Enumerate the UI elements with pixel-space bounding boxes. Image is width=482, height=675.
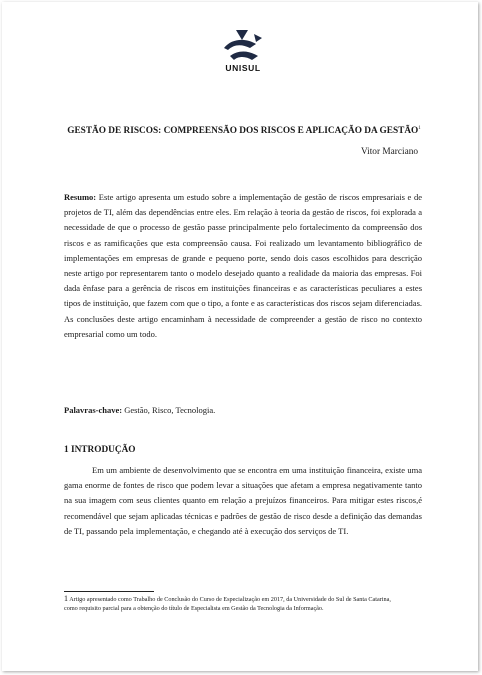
keywords-label: Palavras-chave:	[64, 405, 123, 415]
footnote	[64, 595, 394, 613]
footnote-divider	[64, 591, 154, 592]
footnote-number: 1	[64, 594, 68, 603]
keywords	[64, 403, 422, 418]
abstract-text: Este artigo apresenta um estudo sobre a implementação de gestão de riscos empresariais e de projetos de TI, além das dependências entre eles. Em relação à teoria da gestão de riscos, foi explorada a necessidade de que o processo de gestão passe principalmente pelo fortalecimento da compreensão dos riscos e as ramificações que esta compreensão causa. Foi realizado um levantamento bibliográfico de implementações em empresas de grande e pequeno porte, sendo dois casos escolhidos para descrição neste artigo por representarem tanto o modelo desejado quanto a realidade da maioria das empresas. Foi dada ênfase para a gerência de riscos em instituições financeiras e as características peculiares a estes tipos de instituição, que fazem com que o tipo, a fonte e as características dos riscos sejam diferenciadas. As conclusões deste artigo encaminham à necessidade de compreender a gestão de risco no contexto empresarial como um todo.	[64, 192, 422, 339]
section-heading: 1 INTRODUÇÃO	[64, 445, 136, 455]
title-footnote-mark: 1	[418, 126, 421, 131]
footnote-text: Artigo apresentado como Trabalho de Conclusão do Curso de Especialização em 2017, da Universidade do Sul de Santa Catarina, como requisito parcial para a obtenção do título de Especialista em Gestão da Tecnologia da Informação.	[64, 596, 391, 612]
paper-title-text: GESTÃO DE RISCOS: COMPREENSÃO DOS RISCOS E APLICAÇÃO DA GESTÃO	[67, 126, 419, 137]
abstract-label: Resumo:	[64, 192, 97, 202]
document-page	[2, 2, 478, 671]
paper-title	[64, 123, 424, 137]
keywords-text: Gestão, Risco, Tecnologia.	[124, 405, 216, 415]
abstract	[64, 190, 422, 342]
author-name: Vitor Marciano	[360, 147, 418, 157]
introduction-paragraph: Em um ambiente de desenvolvimento que se encontra em uma instituição financeira, existe uma gama enorme de fontes de risco que podem levar a situações que afetam a empresa negativamente tanto na sua imagem com seus clientes quanto em relação a prejuízos financeiros. Para mitigar estes riscos,é recomendável que sejam aplicadas técnicas e padrões de gestão de risco desde a definição das demandas de TI, passando pela implementação, e chegando até à execução dos serviços de TI.	[64, 465, 422, 536]
logo-text: UNISUL	[225, 63, 261, 73]
